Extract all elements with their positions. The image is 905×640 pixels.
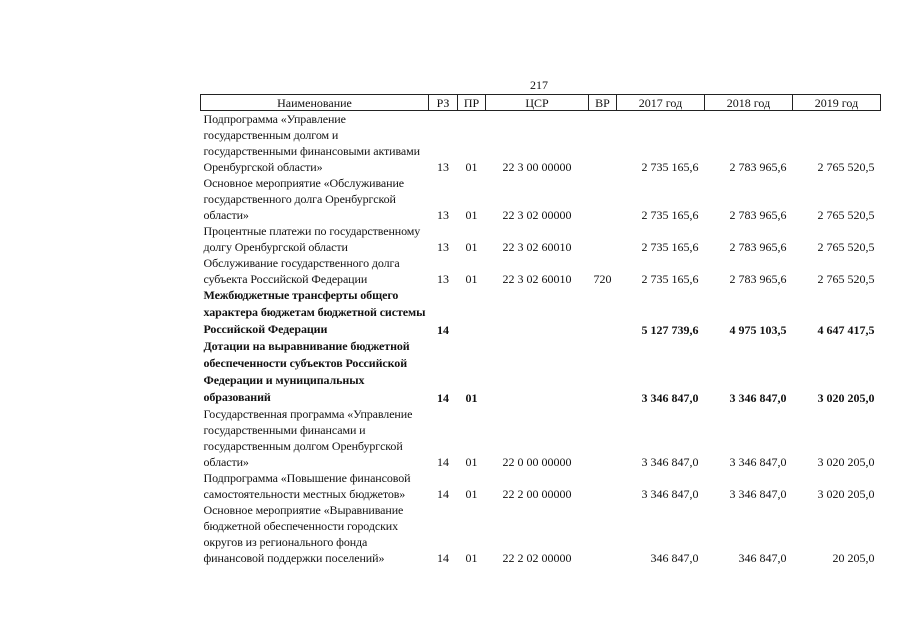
row-csr: 22 3 02 60010 xyxy=(502,240,572,254)
row-2018: 2 783 965,6 xyxy=(729,160,787,174)
row-2019: 2 765 520,5 xyxy=(817,272,875,286)
row-csr: 22 3 02 60010 xyxy=(502,272,572,286)
row-vr xyxy=(589,287,617,338)
budget-table xyxy=(200,94,881,566)
header-name: Наименование xyxy=(201,95,429,111)
row-pr: 01 xyxy=(465,391,478,405)
row-rz: 13 xyxy=(437,272,449,286)
row-2017: 2 735 165,6 xyxy=(641,240,699,254)
row-pr: 01 xyxy=(465,272,478,286)
row-2019: 3 020 205,0 xyxy=(817,391,875,405)
row-2019: 2 765 520,5 xyxy=(817,240,875,254)
table-header-row xyxy=(201,95,881,111)
row-name: Обслуживание государственного долга субъекта Российской Федерации xyxy=(203,256,400,286)
page-number: 217 xyxy=(530,78,548,92)
row-vr xyxy=(589,406,617,470)
table-row xyxy=(201,175,881,223)
row-2018: 2 783 965,6 xyxy=(729,240,787,254)
row-csr: 22 3 02 00000 xyxy=(502,208,572,222)
row-name: Подпрограмма «Управление государственным долгом и государственными финансовыми активами Оренбургской области» xyxy=(203,112,420,174)
row-name: Дотации на выравнивание бюджетной обеспеченности субъектов Российской Федерации и муниципальных образований xyxy=(203,339,410,404)
row-csr: 22 2 00 00000 xyxy=(502,487,572,501)
row-vr xyxy=(589,223,617,255)
table-row xyxy=(201,406,881,470)
row-pr xyxy=(458,287,486,338)
row-pr: 01 xyxy=(465,487,478,501)
header-2019: 2019 год xyxy=(793,95,881,111)
row-rz: 14 xyxy=(437,391,449,405)
row-2019: 2 765 520,5 xyxy=(817,160,875,174)
row-2017: 3 346 847,0 xyxy=(641,487,699,501)
header-pr: ПР xyxy=(458,95,486,111)
row-pr: 01 xyxy=(465,160,478,174)
row-name: Основное мероприятие «Обслуживание государственного долга Оренбургской области» xyxy=(203,176,404,222)
row-2017: 2 735 165,6 xyxy=(641,160,699,174)
row-2018: 3 346 847,0 xyxy=(729,455,787,469)
header-2018: 2018 год xyxy=(705,95,793,111)
row-2017: 2 735 165,6 xyxy=(641,208,699,222)
row-vr xyxy=(589,111,617,176)
row-rz: 14 xyxy=(437,455,449,469)
header-rz: РЗ xyxy=(429,95,458,111)
header-csr: ЦСР xyxy=(486,95,589,111)
header-2017: 2017 год xyxy=(617,95,705,111)
row-name: Межбюджетные трансферты общего характера бюджетам бюджетной системы Российской Федерации xyxy=(203,288,426,336)
row-2017: 2 735 165,6 xyxy=(641,272,699,286)
table-row xyxy=(201,111,881,176)
row-rz: 13 xyxy=(437,208,449,222)
row-2017: 5 127 739,6 xyxy=(641,323,699,337)
table-row xyxy=(201,255,881,287)
row-pr: 01 xyxy=(465,240,478,254)
row-2017: 3 346 847,0 xyxy=(641,391,699,405)
table-row xyxy=(201,502,881,566)
row-2018: 3 346 847,0 xyxy=(729,391,787,405)
row-2019: 20 205,0 xyxy=(832,551,875,565)
row-pr: 01 xyxy=(465,455,478,469)
row-name: Государственная программа «Управление государственными финансами и государственным долгом Оренбургской области» xyxy=(203,407,413,469)
row-vr: 720 xyxy=(593,272,612,286)
row-2019: 3 020 205,0 xyxy=(817,455,875,469)
row-2018: 346 847,0 xyxy=(738,551,787,565)
table-row xyxy=(201,338,881,406)
row-csr: 22 2 02 00000 xyxy=(502,551,572,565)
row-2017: 346 847,0 xyxy=(650,551,699,565)
row-pr: 01 xyxy=(465,208,478,222)
header-vr: ВР xyxy=(589,95,617,111)
row-2018: 2 783 965,6 xyxy=(729,208,787,222)
row-2017: 3 346 847,0 xyxy=(641,455,699,469)
row-2018: 4 975 103,5 xyxy=(729,323,787,337)
table-row xyxy=(201,470,881,502)
row-csr xyxy=(486,338,589,406)
row-rz: 14 xyxy=(437,551,449,565)
row-vr xyxy=(589,502,617,566)
table-row xyxy=(201,287,881,338)
row-name: Процентные платежи по государственному долгу Оренбургской области xyxy=(203,224,421,254)
table-row xyxy=(201,223,881,255)
row-pr: 01 xyxy=(465,551,478,565)
row-vr xyxy=(589,338,617,406)
row-csr: 22 3 00 00000 xyxy=(502,160,572,174)
row-2019: 2 765 520,5 xyxy=(817,208,875,222)
row-2019: 3 020 205,0 xyxy=(817,487,875,501)
row-name: Основное мероприятие «Выравнивание бюджетной обеспеченности городских округов из регионального фонда финансовой поддержки поселений» xyxy=(203,503,404,565)
row-vr xyxy=(589,175,617,223)
row-vr xyxy=(589,470,617,502)
row-rz: 14 xyxy=(437,487,449,501)
row-rz: 13 xyxy=(437,240,449,254)
row-rz: 14 xyxy=(437,323,449,337)
row-rz: 13 xyxy=(437,160,449,174)
row-csr: 22 0 00 00000 xyxy=(502,455,572,469)
row-csr xyxy=(486,287,589,338)
row-2018: 2 783 965,6 xyxy=(729,272,787,286)
row-2018: 3 346 847,0 xyxy=(729,487,787,501)
row-2019: 4 647 417,5 xyxy=(817,323,875,337)
row-name: Подпрограмма «Повышение финансовой самостоятельности местных бюджетов» xyxy=(203,471,411,501)
